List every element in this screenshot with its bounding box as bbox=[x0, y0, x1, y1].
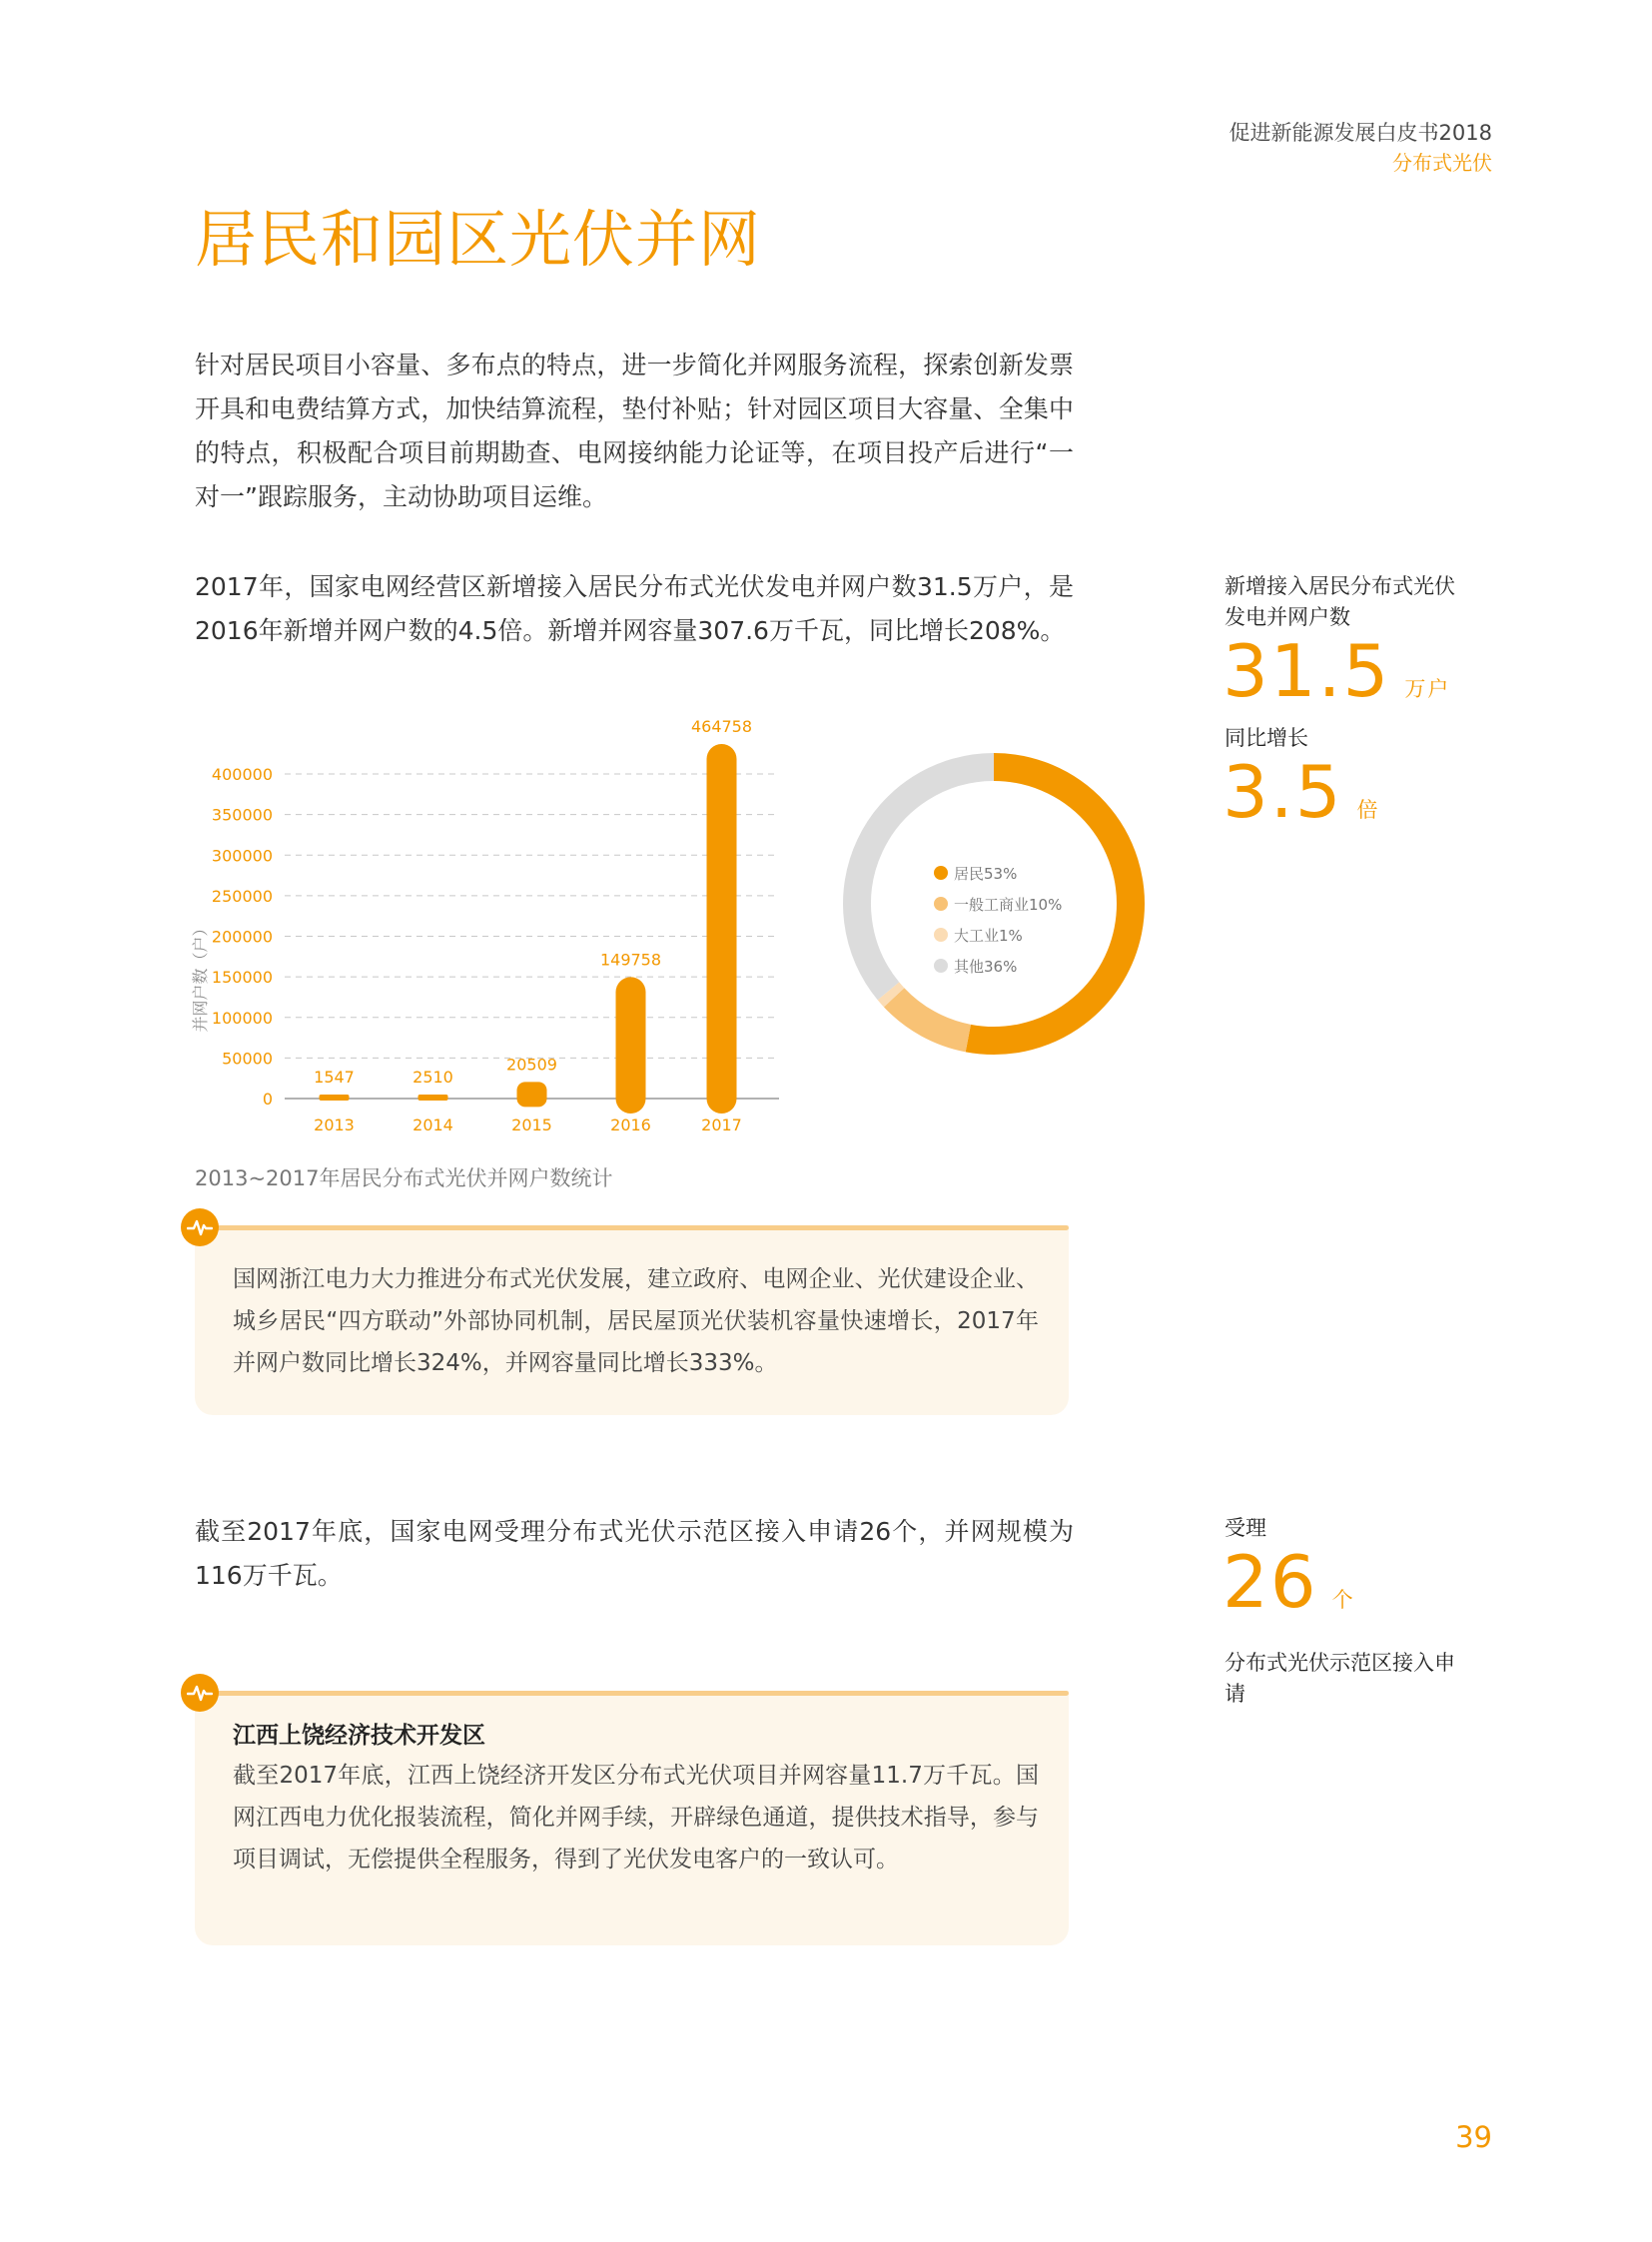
callout-zhejiang-text: 国网浙江电力大力推进分布式光伏发展，建立政府、电网企业、光伏建设企业、城乡居民“四方联动”外部协同机制，居民屋顶光伏装机容量快速增长，2017年并网户数同比增长324%，并网容量同比增长333%。 bbox=[233, 1266, 1039, 1376]
legend-label: 其他36% bbox=[954, 958, 1018, 976]
demo-zone-paragraph: 截至2017年底，国家电网受理分布式光伏示范区接入申请26个，并网规模为116万千瓦。 bbox=[195, 1517, 1074, 1590]
legend-label: 大工业1% bbox=[954, 927, 1023, 945]
bar-data-label: 20509 bbox=[506, 1055, 557, 1075]
y-tick-label: 400000 bbox=[211, 765, 273, 784]
y-tick-label: 300000 bbox=[211, 846, 273, 866]
chart-caption: 2013~2017年居民分布式光伏并网户数统计 bbox=[195, 1166, 613, 1190]
pulse-icon bbox=[181, 1208, 219, 1246]
stat-accept-unit: 个 bbox=[1331, 1588, 1355, 1612]
callout-divider bbox=[195, 1691, 1069, 1696]
x-tick-label: 2014 bbox=[413, 1116, 453, 1134]
bar-2017 bbox=[707, 744, 737, 1114]
bar-data-label: 2510 bbox=[413, 1068, 453, 1087]
stat-accept-caption: 分布式光伏示范区接入申请 bbox=[1225, 1651, 1455, 1706]
legend-marker bbox=[934, 928, 948, 942]
callout-jiangxi bbox=[195, 1691, 1069, 1945]
stat-accept-label: 受理 bbox=[1225, 1516, 1266, 1540]
stat-growth-unit: 倍 bbox=[1356, 798, 1380, 822]
x-tick-label: 2015 bbox=[511, 1116, 552, 1134]
legend-label: 一般工商业10% bbox=[954, 896, 1063, 914]
household-chart bbox=[160, 719, 1169, 1158]
stat-growth-value: 3.5 bbox=[1223, 750, 1343, 834]
y-tick-label: 50000 bbox=[222, 1049, 273, 1069]
stat-households-unit: 万户 bbox=[1404, 677, 1451, 701]
y-axis-label: 并网户数（户） bbox=[191, 920, 210, 1033]
bar-2013 bbox=[320, 1095, 350, 1101]
intro-paragraph: 针对居民项目小容量、多布点的特点，进一步简化并网服务流程，探索创新发票开具和电费结算方式，加快结算流程，垫付补贴；针对园区项目大容量、全集中的特点，积极配合项目前期勘查、电网接纳能力论证等，在项目投产后进行“一对一”跟踪服务，主动协助项目运维。 bbox=[195, 351, 1074, 511]
y-tick-label: 250000 bbox=[211, 886, 273, 906]
page-title: 居民和园区光伏并网 bbox=[195, 203, 762, 276]
stat-growth bbox=[1223, 750, 1380, 834]
x-tick-label: 2017 bbox=[701, 1116, 742, 1134]
stat-accept-value: 26 bbox=[1223, 1540, 1318, 1624]
y-tick-label: 150000 bbox=[211, 968, 273, 988]
legend-marker bbox=[934, 897, 948, 911]
callout-jiangxi-title: 江西上饶经济技术开发区 bbox=[233, 1723, 485, 1749]
stat-households bbox=[1223, 629, 1451, 713]
legend-label: 居民53% bbox=[954, 865, 1018, 883]
bar-2014 bbox=[418, 1095, 448, 1101]
stat-households-label: 新增接入居民分布式光伏发电并网户数 bbox=[1225, 574, 1455, 629]
bar-data-label: 464758 bbox=[690, 719, 753, 736]
page-number: 39 bbox=[1455, 2120, 1492, 2154]
y-tick-label: 350000 bbox=[211, 805, 273, 825]
legend-marker bbox=[934, 959, 948, 973]
book-title: 促进新能源发展白皮书2018 bbox=[1229, 121, 1492, 145]
callout-jiangxi-text: 截至2017年底，江西上饶经济开发区分布式光伏项目并网容量11.7万千瓦。国网江西电力优化报装流程，简化并网手续，开辟绿色通道，提供技术指导，参与项目调试，无偿提供全程服务，得到了光伏发电客户的一致认可。 bbox=[233, 1763, 1039, 1872]
y-tick-label: 100000 bbox=[211, 1008, 273, 1028]
stats-paragraph: 2017年，国家电网经营区新增接入居民分布式光伏发电并网户数31.5万户，是2016年新增并网户数的4.5倍。新增并网容量307.6万千瓦，同比增长208%。 bbox=[195, 572, 1074, 645]
y-tick-label: 200000 bbox=[211, 927, 273, 947]
bar-2015 bbox=[517, 1082, 547, 1107]
donut-slice bbox=[894, 998, 968, 1039]
callout-divider bbox=[195, 1225, 1069, 1230]
stat-growth-label: 同比增长 bbox=[1225, 726, 1308, 750]
legend-marker bbox=[934, 866, 948, 880]
pulse-icon bbox=[181, 1674, 219, 1712]
callout-zhejiang bbox=[195, 1225, 1069, 1415]
x-tick-label: 2013 bbox=[314, 1116, 355, 1134]
y-tick-label: 0 bbox=[262, 1090, 273, 1109]
stat-households-value: 31.5 bbox=[1223, 629, 1391, 713]
x-tick-label: 2016 bbox=[610, 1116, 651, 1134]
bar-data-label: 1547 bbox=[314, 1068, 355, 1087]
section-name: 分布式光伏 bbox=[1392, 151, 1492, 175]
stat-accept bbox=[1223, 1540, 1355, 1624]
bar-2016 bbox=[616, 977, 646, 1114]
bar-data-label: 149758 bbox=[599, 950, 662, 970]
donut-slice bbox=[888, 991, 894, 997]
